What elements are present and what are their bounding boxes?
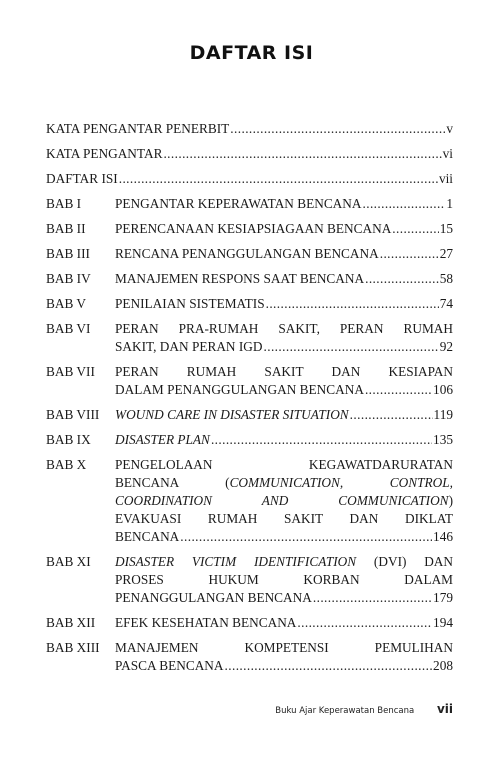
chapter-number: BAB IX [46, 432, 91, 447]
dot-leader [264, 338, 439, 356]
chapter-number: BAB V [46, 296, 87, 311]
dot-leader [266, 295, 439, 313]
chapter-title-line: DALAM PENANGGULANGAN BENCANA [115, 382, 364, 397]
toc-page-number: vi [442, 146, 453, 161]
chapter-title: DISASTER PLAN [115, 432, 210, 447]
chapter-title-line: BENCANA [115, 529, 180, 544]
chapter-number: BAB XII [46, 615, 96, 630]
dot-leader [365, 270, 439, 288]
dot-leader [163, 145, 441, 163]
chapter-title-part: ) [448, 493, 453, 508]
chapter-number: BAB II [46, 221, 86, 236]
chapter-title-line: PENGELOLAAN KEGAWATDARURATAN [115, 457, 453, 472]
chapter-title-part: BENCANA ( [115, 475, 230, 490]
toc-page-number: 27 [439, 246, 453, 261]
chapter-title-line: PERAN PRA-RUMAH SAKIT, PERAN RUMAH [115, 321, 453, 336]
chapter-title: EFEK KESEHATAN BENCANA [115, 615, 297, 630]
toc-entry-bab-4[interactable] [46, 270, 453, 288]
page-title: DAFTAR ISI [189, 42, 314, 64]
footer-page-number: vii [436, 702, 453, 716]
toc-entry-bab-11[interactable] [46, 553, 453, 607]
toc-entry-label: DAFTAR ISI [46, 171, 118, 186]
toc-entry-label: KATA PENGANTAR [46, 146, 163, 161]
chapter-number: BAB VIII [46, 407, 100, 422]
toc-page-number: 58 [439, 271, 453, 286]
toc-entry-bab-7[interactable] [46, 363, 453, 399]
chapter-number: BAB XI [46, 554, 91, 569]
toc-entry-kata-pengantar-penerbit[interactable] [46, 120, 453, 138]
chapter-number: BAB VI [46, 321, 91, 336]
chapter-title: PENILAIAN SISTEMATIS [115, 296, 265, 311]
toc-page-number: 1 [446, 196, 453, 211]
toc-entry-label: KATA PENGANTAR PENERBIT [46, 121, 230, 136]
toc-page-number: 208 [433, 658, 453, 673]
toc-page-number: 92 [439, 339, 453, 354]
chapter-title-line [115, 553, 453, 571]
page-footer [0, 702, 453, 716]
toc-entry-daftar-isi[interactable] [46, 170, 453, 188]
dot-leader [365, 381, 432, 399]
chapter-title-line: EVAKUASI RUMAH SAKIT DAN DIKLAT [115, 511, 453, 526]
chapter-title-line: PERAN RUMAH SAKIT DAN KESIAPAN [115, 364, 453, 379]
chapter-title-line: MANAJEMEN KOMPETENSI PEMULIHAN [115, 640, 453, 655]
toc-page-number: v [446, 121, 453, 136]
toc-page-number: vii [438, 171, 453, 186]
chapter-title-line: SAKIT, DAN PERAN IGD [115, 339, 263, 354]
chapter-title-line: PENANGGULANGAN BENCANA [115, 590, 312, 605]
chapter-title-line [115, 492, 453, 510]
chapter-title: WOUND CARE IN DISASTER SITUATION [115, 407, 349, 422]
dot-leader [230, 120, 445, 138]
chapter-number: BAB IV [46, 271, 91, 286]
dot-leader [180, 528, 432, 546]
chapter-number: BAB X [46, 457, 87, 472]
toc-page-number: 119 [433, 407, 453, 422]
toc-entry-bab-9[interactable] [46, 431, 453, 449]
dot-leader [380, 245, 439, 263]
chapter-title-line: PROSES HUKUM KORBAN DALAM [115, 572, 453, 587]
toc-entry-bab-1[interactable] [46, 195, 453, 213]
chapter-title: MANAJEMEN RESPONS SAAT BENCANA [115, 271, 365, 286]
table-of-contents [46, 120, 453, 682]
toc-page-number: 15 [439, 221, 453, 236]
toc-page-number: 179 [433, 590, 453, 605]
toc-entry-bab-12[interactable] [46, 614, 453, 632]
dot-leader [225, 657, 433, 675]
toc-page-number: 106 [433, 382, 453, 397]
chapter-title-italic: COORDINATION AND COMMUNICATION [115, 493, 449, 508]
toc-page-number: 194 [433, 615, 453, 630]
toc-page-number: 146 [433, 529, 453, 544]
toc-entry-bab-10[interactable] [46, 456, 453, 546]
chapter-title-line: PASCA BENCANA [115, 658, 224, 673]
toc-entry-kata-pengantar[interactable] [46, 145, 453, 163]
chapter-title-part: (DVI) DAN [356, 554, 453, 569]
footer-book-title: Buku Ajar Keperawatan Bencana [275, 706, 415, 716]
toc-entry-bab-2[interactable] [46, 220, 453, 238]
dot-leader [211, 431, 432, 449]
chapter-title-italic: DISASTER VICTIM IDENTIFICATION [115, 554, 357, 569]
dot-leader [392, 220, 438, 238]
dot-leader [313, 589, 432, 607]
dot-leader [350, 406, 433, 424]
chapter-number: BAB I [46, 196, 82, 211]
toc-entry-bab-13[interactable] [46, 639, 453, 675]
dot-leader [363, 195, 446, 213]
toc-entry-bab-3[interactable] [46, 245, 453, 263]
dot-leader [119, 170, 438, 188]
toc-entry-bab-6[interactable] [46, 320, 453, 356]
toc-entry-bab-5[interactable] [46, 295, 453, 313]
chapter-title-line [115, 474, 453, 492]
toc-page-number: 135 [433, 432, 453, 447]
chapter-title-italic: COMMUNICATION, CONTROL, [229, 475, 453, 490]
chapter-title: RENCANA PENANGGULANGAN BENCANA [115, 246, 379, 261]
toc-entry-bab-8[interactable] [46, 406, 453, 424]
chapter-number: BAB III [46, 246, 90, 261]
chapter-title: PERENCANAAN KESIAPSIAGAAN BENCANA [115, 221, 392, 236]
chapter-title: PENGANTAR KEPERAWATAN BENCANA [115, 196, 362, 211]
toc-page-number: 74 [439, 296, 453, 311]
chapter-number: BAB XIII [46, 640, 100, 655]
chapter-number: BAB VII [46, 364, 95, 379]
dot-leader [297, 614, 432, 632]
